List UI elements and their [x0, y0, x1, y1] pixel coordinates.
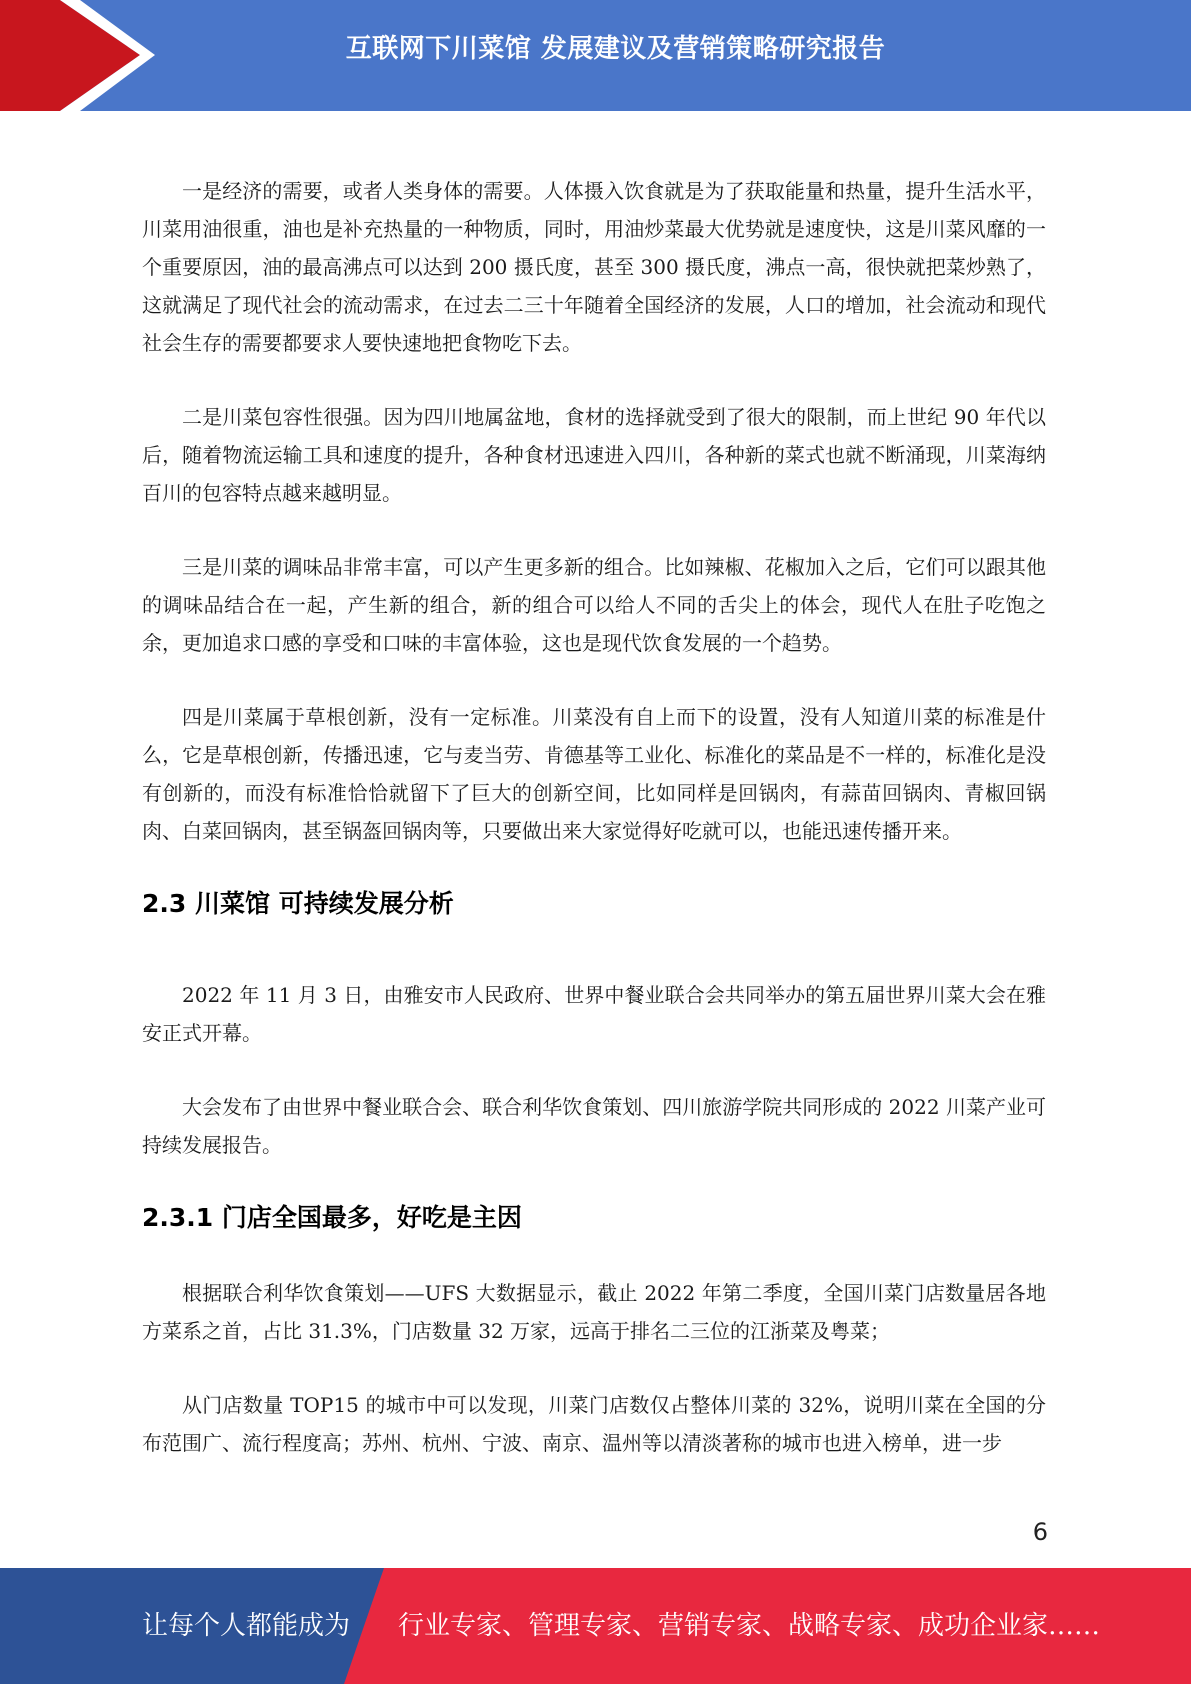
section-heading: 2.3 川菜馆 可持续发展分析 — [142, 889, 454, 918]
paragraph: 四是川菜属于草根创新，没有一定标准。川菜没有自上而下的设置，没有人知道川菜的标准是什么，它是草根创新，传播迅速，它与麦当劳、肯德基等工业化、标准化的菜品是不一样的，标准化是没有创新的，而没有标准恰恰就留下了巨大的创新空间，比如同样是回锅肉，有蒜苗回锅肉、青椒回锅肉、白菜回锅肉，甚至锅盔回锅肉等，只要做出来大家觉得好吃就可以，也能迅速传播开来。 — [142, 705, 1046, 843]
page-number: 6 — [1032, 1518, 1048, 1546]
paragraph: 三是川菜的调味品非常丰富，可以产生更多新的组合。比如辣椒、花椒加入之后，它们可以跟其他的调味品结合在一起，产生新的组合，新的组合可以给人不同的舌尖上的体会，现代人在肚子吃饱之余，更加追求口感的享受和口味的丰富体验，这也是现代饮食发展的一个趋势。 — [142, 555, 1046, 655]
paragraph: 二是川菜包容性很强。因为四川地属盆地，食材的选择就受到了很大的限制，而上世纪 90 年代以后，随着物流运输工具和速度的提升，各种食材迅速进入四川，各种新的菜式也就不断涌现，川菜海纳百川的包容特点越来越明显。 — [142, 405, 1046, 505]
footer-slogan-left: 让每个人都能成为 — [142, 1611, 351, 1641]
paragraph: 2022 年 11 月 3 日，由雅安市人民政府、世界中餐业联合会共同举办的第五届世界川菜大会在雅安正式开幕。 — [142, 983, 1046, 1045]
paragraph: 大会发布了由世界中餐业联合会、联合利华饮食策划、四川旅游学院共同形成的 2022 川菜产业可持续发展报告。 — [142, 1095, 1046, 1157]
footer-slogan-right: 行业专家、管理专家、营销专家、战略专家、成功企业家…… — [398, 1611, 1101, 1641]
paragraph: 根据联合利华饮食策划——UFS 大数据显示，截止 2022 年第二季度，全国川菜门店数量居各地方菜系之首，占比 31.3%，门店数量 32 万家，远高于排名二三位的江浙菜及粤菜； — [142, 1281, 1046, 1343]
header-title: 互联网下川菜馆 发展建议及营销策略研究报告 — [345, 34, 886, 64]
page-header — [0, 0, 1191, 111]
subsection-heading: 2.3.1 门店全国最多，好吃是主因 — [142, 1203, 522, 1232]
paragraph: 从门店数量 TOP15 的城市中可以发现，川菜门店数仅占整体川菜的 32%，说明川菜在全国的分布范围广、流行程度高；苏州、杭州、宁波、南京、温州等以清淡著称的城市也进入榜单，进一步 — [142, 1393, 1046, 1455]
page-footer — [0, 1568, 1191, 1684]
paragraph: 一是经济的需要，或者人类身体的需要。人体摄入饮食就是为了获取能量和热量，提升生活水平，川菜用油很重，油也是补充热量的一种物质，同时，用油炒菜最大优势就是速度快，这是川菜风靡的一个重要原因，油的最高沸点可以达到 200 摄氏度，甚至 300 摄氏度，沸点一高，很快就把菜炒熟了，这就满足了现代社会的流动需求，在过去二三十年随着全国经济的发展，人口的增加，社会流动和现代社会生存的需要都要求人要快速地把食物吃下去。 — [142, 179, 1046, 355]
document-body — [142, 172, 1046, 1498]
header-chevron-icon — [0, 0, 160, 111]
